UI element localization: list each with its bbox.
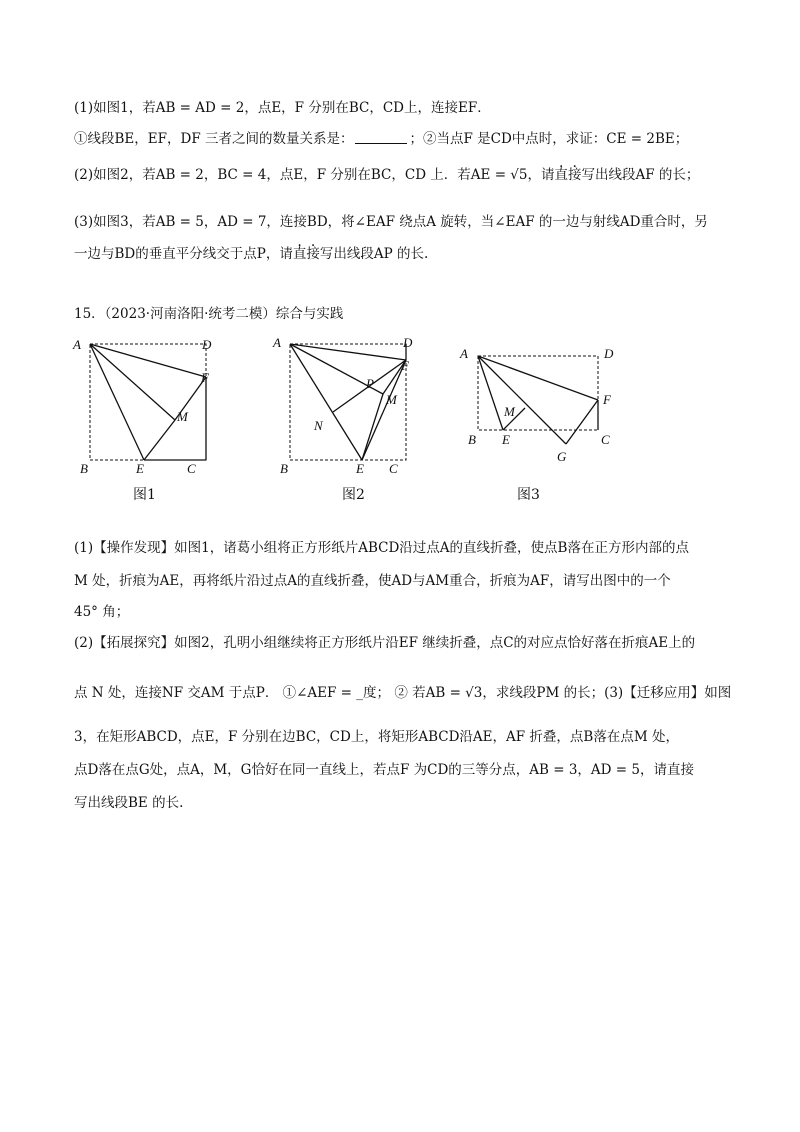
q15-part1-line1: (1)【操作发现】如图1，诸葛小组将正方形纸片ABCD沿过点A的直线折叠，使点B落在正方形内部的点 [74,540,689,556]
figure-2-caption: 图2 [342,487,365,503]
label-d: D [403,335,413,350]
line-af [290,344,406,360]
label-g: G [557,449,567,464]
figure-3 [458,340,628,470]
label-c: C [187,461,196,476]
figure-1-caption: 图1 [133,487,156,503]
label-f: F [201,370,209,385]
line-ae [290,344,362,460]
label-b: B [80,461,88,476]
label-a: A [460,346,468,361]
q14-part2-line: (2)如图2，若AB = 2，BC = 4，点E，F 分别在BC，CD 上．若AE = √5，请直接写出线段AF 的长； [74,167,700,183]
emphasis-char: 直 [554,167,568,183]
label-p: P [366,376,374,391]
label-m: M [177,409,188,424]
label-b: B [280,461,288,476]
q15-header: 15．（2023·河南洛阳·统考二模）综合与实践 [74,306,344,322]
line-ae [478,356,503,430]
figure-2 [270,332,420,480]
q15-part3-line2: 点D落在点G处，点A，M，G恰好在同一直线上，若点F 为CD的三等分点，AB = 3，AD = 5，请直接 [74,762,694,778]
figure-3-caption: 图3 [517,487,540,503]
label-e: E [502,432,510,447]
line-gf [566,400,598,444]
line-ae [90,344,144,460]
q14-part3-line2: 一边与BD的垂直平分线交于点P，请直接写出线段AP 的长. [74,246,429,262]
line-em [144,420,175,460]
answer-blank [355,130,407,144]
label-d: D [202,337,212,352]
label-e: E [356,461,364,476]
q15-part2-line1: (2)【拓展探究】如图2，孔明小组继续将正方形纸片沿EF 继续折叠，点C的对应点恰好落在折痕AE上的 [74,635,696,651]
label-n: N [314,418,323,433]
emphasis-char: 接 [568,167,582,183]
emphasis-char: 接 [306,246,320,262]
q14-part1-line1: (1)如图1，若AB = AD = 2，点E，F 分别在BC，CD上，连接EF． [74,100,491,116]
line-af [90,344,206,377]
q14-part1-line2: ①线段BE，EF，DF 三者之间的数量关系是： ；②当点F 是CD中点时，求证：CE = 2BE； [74,131,689,147]
q15-part2-line2: 点 N 处，连接NF 交AM 于点P． ①∠AEF = _度； ② 若AB = √3，求线段PM 的长；(3)【迁移应用】如图 [74,685,732,701]
label-b: B [468,432,476,447]
label-e: E [136,461,144,476]
label-a: A [273,335,281,350]
q15-part1-line3: 45° 角； [74,604,130,620]
label-f: F [603,392,611,407]
q15-part1-line2: M 处，折痕为AE，再将纸片沿过点A的直线折叠，使AD与AM重合，折痕为AF，请写出图中的一个 [74,573,671,589]
q14-part3-line1: (3)如图3，若AB = 5，AD = 7，连接BD，将∠EAF 绕点A 旋转，当∠EAF 的一边与射线AD重合时，另 [74,214,708,230]
line-am [90,344,175,420]
label-d: D [604,346,614,361]
q15-part3-line1: 3，在矩形ABCD，点E，F 分别在边BC，CD上，将矩形ABCD沿AE，AF 折叠，点B落在点M 处， [74,729,679,745]
line-af [478,356,598,400]
label-f: F [401,358,409,373]
line-em [362,394,383,460]
q15-part3-line3: 写出线段BE 的长. [74,795,184,811]
emphasis-char: 直 [292,246,307,262]
label-m: M [386,392,397,407]
figure-1 [70,332,220,480]
label-a: A [73,337,81,352]
label-c: C [601,432,610,447]
label-c: C [389,461,398,476]
label-m: M [504,404,515,419]
line-ag [478,356,566,444]
